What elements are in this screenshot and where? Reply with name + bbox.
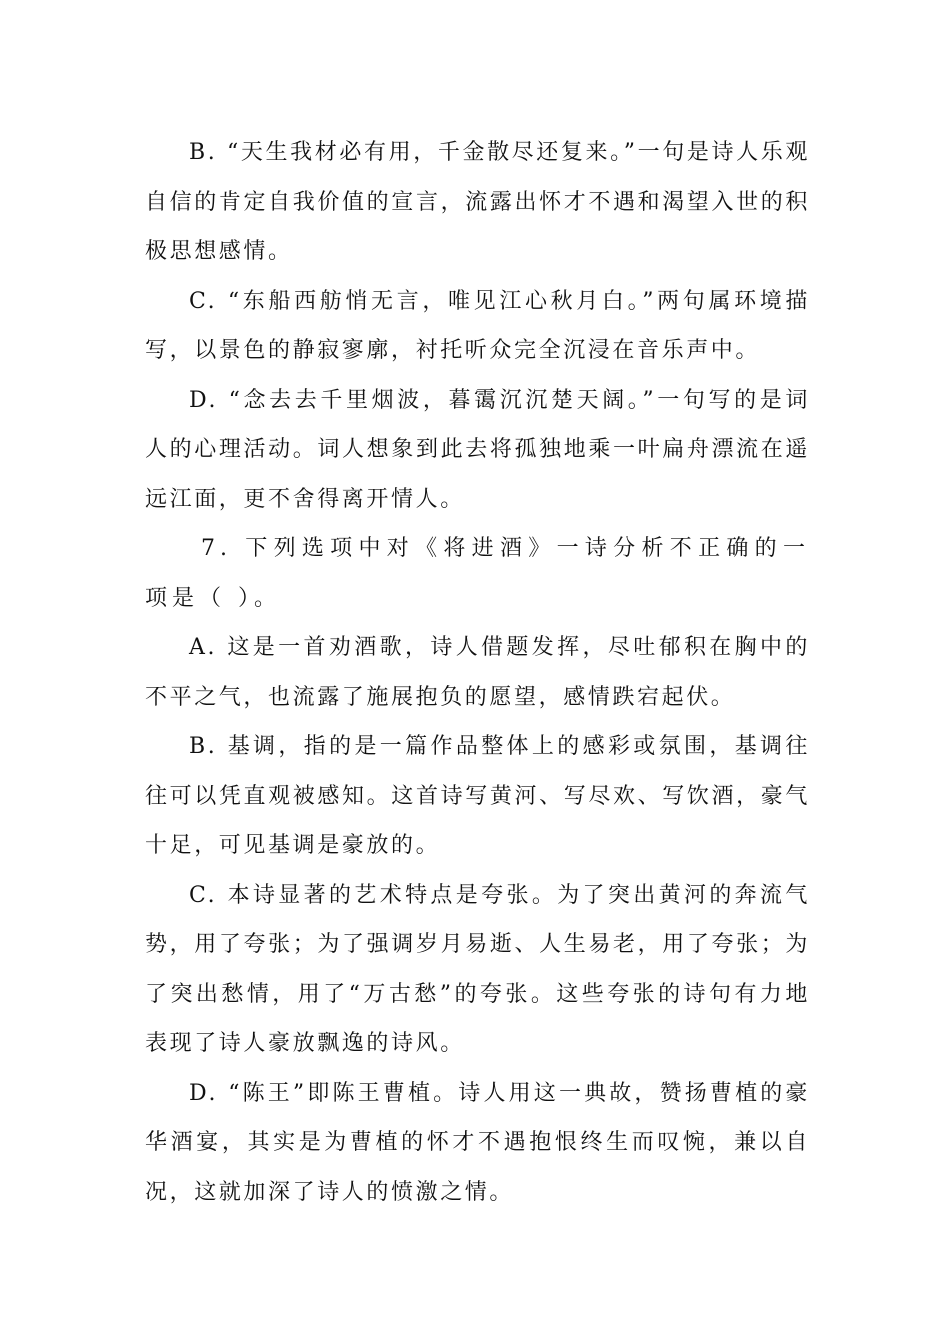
question-7-option-a: A. 这是一首劝酒歌，诗人借题发挥，尽吐郁积在胸中的不平之气，也流露了施展抱负的愿望，感情跌宕起伏。: [145, 635, 810, 710]
option-d-prev-question: D. “念去去千里烟波，暮霭沉沉楚天阔。”一句写的是词人的心理活动。词人想象到此去将孤独地乘一叶扁舟漂流在遥远江面，更不舍得离开情人。: [145, 387, 810, 512]
option-b-prev-question: B. “天生我材必有用，千金散尽还复来。”一句是诗人乐观自信的肯定自我价值的宣言，流露出怀才不遇和渴望入世的积极思想感情。: [145, 140, 810, 264]
question-7-option-d: D. “陈王”即陈王曹植。诗人用这一典故，赞扬曹植的豪华酒宴，其实是为曹植的怀才不遇抱恨终生而叹惋，兼以自况，这就加深了诗人的愤激之情。: [145, 1080, 810, 1205]
option-c-prev-question: C. “东船西舫悄无言，唯见江心秋月白。”两句属环境描写，以景色的静寂寥廓，衬托听众完全沉浸在音乐声中。: [145, 288, 810, 363]
question-7: 7. 下列选项中对《将进酒》一诗分析不正确的一项是（ ）。: [145, 536, 810, 611]
document-body: [145, 128, 810, 1217]
question-7-option-c: C. 本诗显著的艺术特点是夸张。为了突出黄河的奔流气势，用了夸张；为了强调岁月易逝、人生易老，用了夸张；为了突出愁情，用了“万古愁”的夸张。这些夸张的诗句有力地表现了诗人豪放飘逸的诗风。: [145, 882, 810, 1056]
question-7-option-b: B. 基调，指的是一篇作品整体上的感彩或氛围，基调往往可以凭直观被感知。这首诗写黄河、写尽欢、写饮酒，豪气十足，可见基调是豪放的。: [145, 734, 810, 858]
